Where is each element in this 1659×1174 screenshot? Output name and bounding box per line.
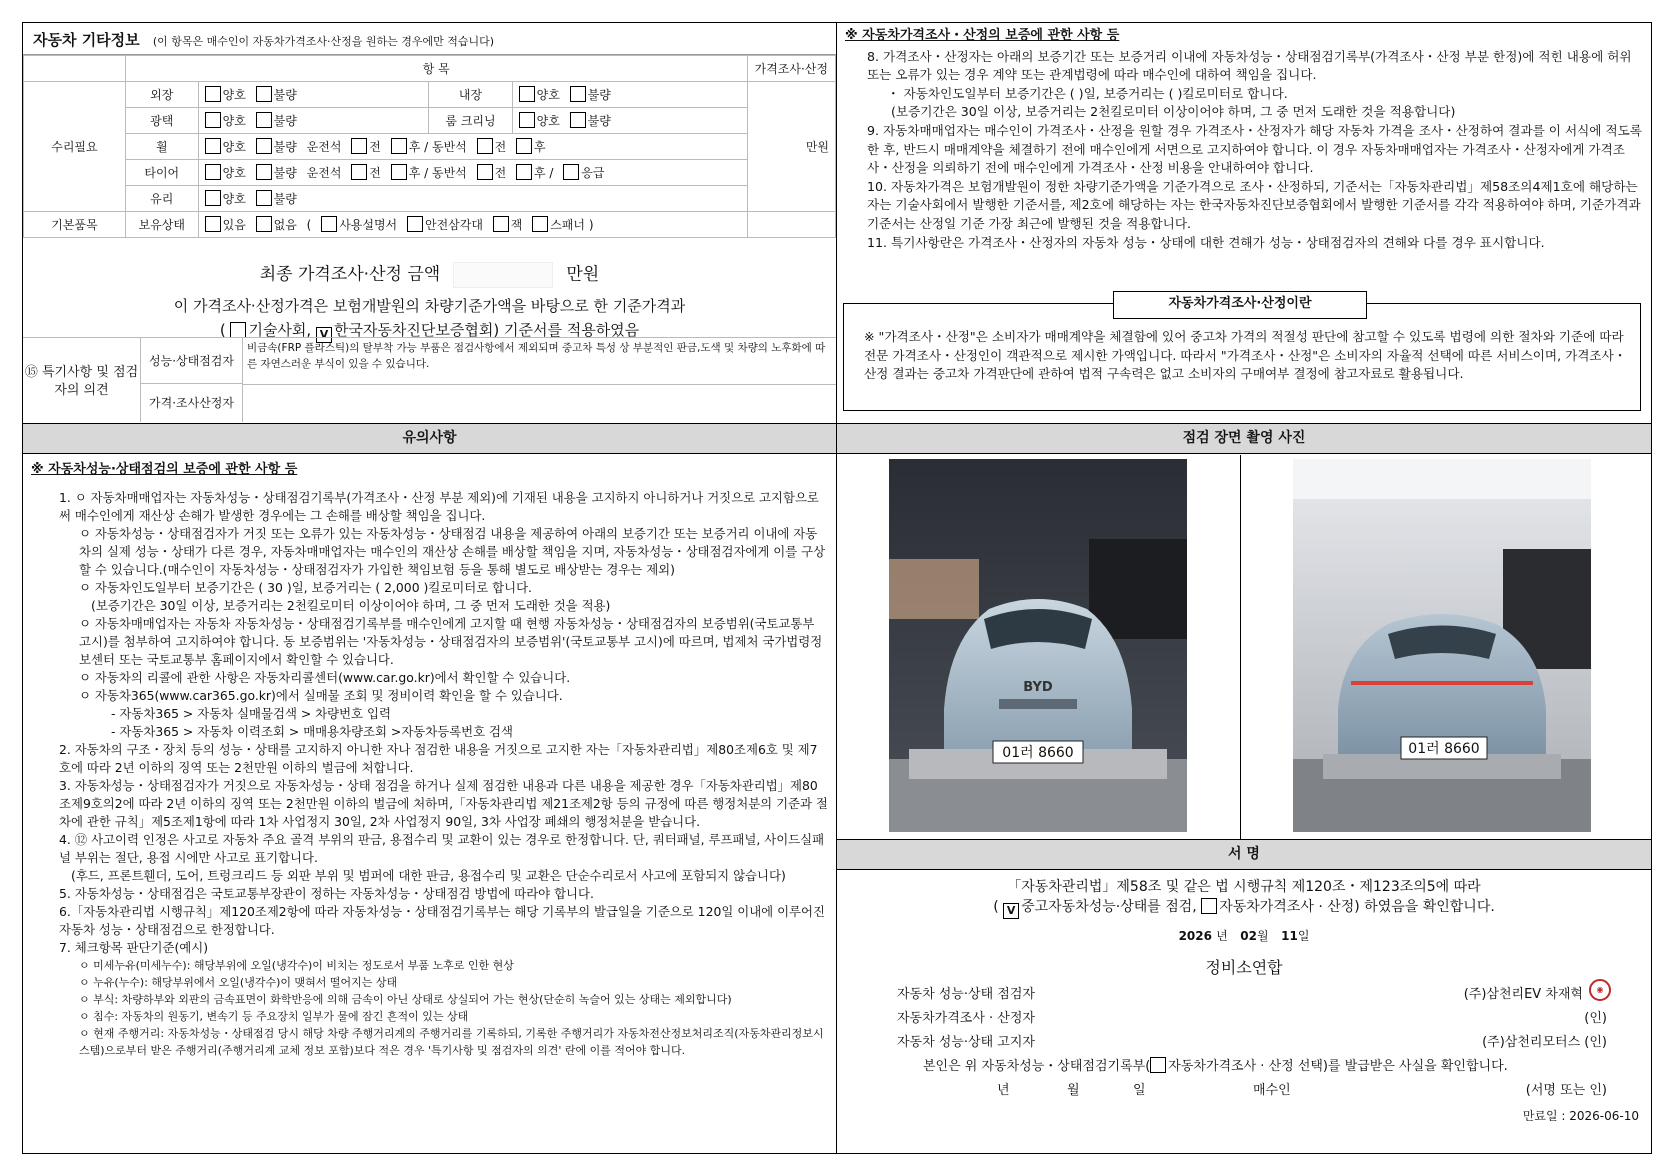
inspector-label: 자동차 성능·상태 점검자 — [897, 987, 1035, 1002]
note-10: 10. 자동차가격은 보험개발원이 정한 차량기준가액을 기준가격으로 조사・산정하되, 기준서는「자동차관리법」제58조의4제1호에 해당하는 자는 기술사회에서 발행한 기준서를, 제2호에 해당하는 자는 한국자동차진단보증협회에서 발행한 기준서를 각각 적용하여야 하며, 기준가격과 기준서는 산정일 기준 가장 최근에 발행된 것을 적용합니다. — [867, 178, 1641, 231]
room-bad-checkbox[interactable] — [570, 112, 586, 128]
wheel-bad-checkbox[interactable] — [256, 138, 272, 154]
date-year: 2026 — [1178, 929, 1212, 943]
front-photo — [889, 459, 1187, 832]
wheel-driver-rear-checkbox[interactable] — [391, 138, 407, 154]
col-header-price: 가격조사·산정 — [747, 56, 835, 82]
room-good-checkbox[interactable] — [519, 112, 535, 128]
date-month-label: 월 — [1257, 929, 1269, 943]
price-definition-title: 자동차가격조사·산정이란 — [1113, 291, 1367, 319]
driver-side-label: 운전석 — [306, 166, 342, 180]
price-definition-box — [843, 303, 1641, 411]
paren-open: ( — [219, 321, 226, 339]
front-car-image — [889, 459, 1187, 832]
have-checkbox[interactable] — [205, 216, 221, 232]
option-label: 양호 — [222, 166, 246, 180]
tire-options: 양호 불량 운전석 전 후 / 동반석 전 후 / 응급 — [198, 160, 747, 186]
special-notes-block — [23, 337, 836, 421]
option-label: 스패너 — [550, 218, 585, 232]
blank-day: 일 — [1133, 1083, 1146, 1098]
option-label: 잭 — [510, 218, 523, 232]
option-label: 불량 — [273, 114, 297, 128]
photos-area — [837, 455, 1651, 839]
exterior-bad-checkbox[interactable] — [256, 86, 272, 102]
option-label: 불량 — [273, 192, 297, 206]
blank-month: 월 — [1067, 1083, 1080, 1098]
option-label: 후 — [534, 140, 546, 154]
col-header-item: 항 목 — [125, 56, 747, 82]
option-label: 후 — [408, 166, 421, 180]
used-car-check-checkbox[interactable]: V — [1003, 903, 1019, 919]
option-label: 전 — [494, 140, 507, 154]
option-label: 양호 — [222, 88, 246, 102]
note-3: 3. 자동차성능・상태점검자가 거짓으로 자동차성능・상태 점검을 하거나 실제 점검한 내용과 다른 내용을 제공한 경우「자동차관리법」제80조제9호의2에 따라 2년 이하의 징역 또는 2천만원 이하의 벌금에 처하며,「자동차관리법 제21조제2항 등의 규정에 따른 행정처분의 기준과 절차에 관한 규칙」제5조제1항에 따라 1차 사업정지 30일, 2차 사업정지 90일, 3차 사업장 폐쇄의 행정처분을 받습니다. — [59, 778, 828, 829]
note-7c: ㅇ 부식: 차량하부와 외판의 금속표면이 화학반응에 의해 금속이 아닌 상태로 상실되어 가는 현상(단순히 녹슬어 있는 상태는 제외합니다) — [79, 993, 732, 1006]
row-room-clean-label: 룸 크리닝 — [429, 108, 512, 134]
blank-year: 년 — [997, 1083, 1010, 1098]
note-5: 5. 자동차성능・상태점검은 국토교통부장관이 정하는 자동차성능・상태점검 방법에 따라야 합니다. — [59, 886, 594, 901]
row-gloss-label: 광택 — [125, 108, 198, 134]
note-7a: ㅇ 미세누유(미세누수): 해당부위에 오일(냉각수)이 비치는 정도로서 부품 노후로 인한 현상 — [79, 959, 514, 972]
note-9: 9. 자동차매매업자는 매수인이 가격조사・산정을 원할 경우 가격조사・산정자가 해당 자동차 가격을 조사・산정하여 결과를 이 서식에 적도록 한 후, 반드시 매매계약을 체결하기 전에 매수인에게 서면으로 고지하여야 합니다. 이 경우 자동차매매업자는 가격조사・산정자에게 가격조사・산정을 의뢰하기 전에 매수인에게 가격조사・산정 비용을 안내하여야 합니다. — [867, 122, 1642, 176]
notes-heading: ※ 자동차성능·상태점검의 보증에 관한 사항 등 — [31, 462, 298, 477]
price-inspector-label: 가격·조사산정자 — [141, 384, 243, 422]
buyer-label: 매수인 — [1253, 1083, 1291, 1098]
passenger-side-label: / 동반석 — [424, 166, 467, 180]
option-label: 불량 — [273, 140, 297, 154]
option-label: 불량 — [273, 166, 297, 180]
price-check-checkbox[interactable] — [1201, 898, 1217, 914]
paren-close: ) — [588, 218, 594, 232]
option-label: 후 — [534, 166, 546, 180]
basis-kpea-checkbox[interactable] — [230, 322, 246, 338]
notifier-value: (주)삼천리모터스 (인) — [1482, 1035, 1607, 1050]
glass-bad-checkbox[interactable] — [256, 190, 272, 206]
rear-car-image — [1293, 459, 1591, 832]
interior-good-checkbox[interactable] — [519, 86, 535, 102]
company-seal-icon: ◉ — [1589, 979, 1611, 1001]
wheel-good-checkbox[interactable] — [205, 138, 221, 154]
front-brand: BYD — [1023, 680, 1053, 695]
paren-open: ( — [306, 218, 312, 232]
perf-inspector-note: 비금속(FRP 플라스틱)의 탈부착 가능 부품은 점검사항에서 제외되며 중고차 특성 상 부분적인 판금,도색 및 차량의 노후화에 따른 자연스러운 부식이 있을 수 있습니다. — [247, 342, 826, 370]
price-assessor-label: 자동차가격조사 · 산정자 — [897, 1011, 1035, 1026]
gloss-bad-checkbox[interactable] — [256, 112, 272, 128]
option-label: 양호 — [536, 114, 560, 128]
date-month: 02 — [1240, 929, 1257, 943]
note-11: 11. 특기사항란은 가격조사・산정자의 자동차 성능・상태에 대한 견해가 성능・상태점검자의 견해와 다를 경우 표시합니다. — [867, 234, 1545, 250]
note-7b: ㅇ 누유(누수): 해당부위에서 오일(냉각수)이 맺혀서 떨어지는 상태 — [79, 976, 398, 989]
confirm-price-checkbox[interactable] — [1150, 1057, 1166, 1073]
row-wheel-label: 휠 — [125, 134, 198, 160]
holding-label: 보유상태 — [125, 212, 198, 238]
final-price-unit: 만원 — [566, 264, 600, 285]
basis-opt2: 한국자동차진단보증협회) 기준서를 적용하였음 — [333, 321, 640, 339]
note-1f: ㅇ 자동차365(www.car365.go.kr)에서 실매물 조회 및 정비이력 확인을 할 수 있습니다. — [79, 688, 563, 703]
price-assessor-value: (인) — [1584, 1011, 1607, 1026]
section-title-text: 자동차 기타정보 — [33, 31, 140, 49]
tire-driver-front-checkbox[interactable] — [351, 164, 367, 180]
glass-good-checkbox[interactable] — [205, 190, 221, 206]
tire-pass-front-checkbox[interactable] — [477, 164, 493, 180]
note-1h: - 자동차365 > 자동차 이력조회 > 매매용차량조회 >자동차등록번호 검색 — [111, 724, 513, 739]
wheel-pass-front-checkbox[interactable] — [477, 138, 493, 154]
triangle-checkbox[interactable] — [407, 216, 423, 232]
manual-checkbox[interactable] — [321, 216, 337, 232]
paren-open: ( — [993, 899, 999, 915]
tire-bad-checkbox[interactable] — [256, 164, 272, 180]
option-label: 불량 — [587, 114, 611, 128]
perf-inspector-label: 성능·상태점검자 — [141, 338, 243, 384]
confirm-b: 자동차가격조사 · 산정 선택)를 발급받은 사실을 확인합니다. — [1168, 1059, 1508, 1074]
room-clean-options — [512, 108, 747, 134]
row-glass-label: 유리 — [125, 186, 198, 212]
option-label: 양호 — [222, 192, 246, 206]
option-label: 양호 — [222, 140, 246, 154]
note-7e: ㅇ 현재 주행거리: 자동차성능・상태점검 당시 해당 차량 주행거리계의 주행거리를 기록하되, 기록한 주행거리가 자동차전산정보처리조직(자동차관리정보시스템)으로부터 받은 주행거리(주행거리계 교체 정보 포함)보다 적은 경우 '특기사항 및 점검자의 의견' 란에 이를 적어야 합니다. — [79, 1027, 824, 1057]
interior-bad-checkbox[interactable] — [570, 86, 586, 102]
repair-needed-label: 수리필요 — [24, 82, 126, 212]
price-warranty-heading: ※ 자동차가격조사・산정의 보증에 관한 사항 등 — [845, 28, 1120, 43]
option-label: 양호 — [536, 88, 560, 102]
inspector-value: (주)삼천리EV 차재혁 — [1463, 987, 1583, 1002]
note-8a: ・ 자동차인도일부터 보증기간은 ( )일, 보증거리는 ( )킬로미터로 합니다. — [887, 85, 1288, 101]
date-day: 11 — [1281, 929, 1298, 943]
row-exterior-label: 외장 — [125, 82, 198, 108]
note-1a: 1. ㅇ 자동차매매업자는 자동차성능・상태점검기록부(가격조사・산정 부분 제외)에 기재된 내용을 고지하지 아니하거나 거짓으로 고지함으로써 매수인에게 재산상 손해가 발생한 경우에는 그 손해를 배상할 책임을 집니다. — [59, 490, 819, 523]
rear-photo — [1293, 459, 1591, 832]
confirm-a: 본인은 위 자동차성능・상태점검기록부( — [923, 1059, 1151, 1074]
passenger-side-label: / 동반석 — [424, 140, 467, 154]
option-label: 전 — [369, 140, 381, 154]
option-label: 사용설명서 — [339, 218, 398, 232]
note-1e: ㅇ 자동차의 리콜에 관한 사항은 자동차리콜센터(www.car.go.kr)에서 확인할 수 있습니다. — [79, 670, 571, 685]
final-price-label: 최종 가격조사·산정 금액 — [259, 264, 441, 285]
option-label: 응급 — [581, 166, 605, 180]
signature-date — [837, 927, 1651, 944]
date-year-label: 년 — [1216, 929, 1228, 943]
tire-pass-rear-checkbox[interactable] — [516, 164, 532, 180]
gloss-good-checkbox[interactable] — [205, 112, 221, 128]
date-day-label: 일 — [1297, 929, 1310, 943]
note-8: 8. 가격조사・산정자는 아래의 보증기간 또는 보증거리 이내에 자동차성능・상태점검기록부(가격조사・산정 부분 한정)에 적힌 내용에 허위 또는 오류가 있는 경우 계약 또는 관계법령에 따라 매수인에 대하여 책임을 집니다. — [867, 48, 1632, 83]
option-label: 전 — [369, 166, 381, 180]
signature-opt1: 중고자동차성능·상태를 점검, — [1021, 899, 1197, 915]
option-label: 안전삼각대 — [424, 218, 483, 232]
jack-checkbox[interactable] — [493, 216, 509, 232]
tire-driver-rear-checkbox[interactable] — [391, 164, 407, 180]
option-label: 양호 — [222, 114, 246, 128]
exterior-good-checkbox[interactable] — [205, 86, 221, 102]
price-warranty-notes — [837, 23, 1651, 256]
sign-or-seal: (서명 또는 인) — [1525, 1083, 1607, 1098]
right-column — [837, 22, 1652, 1154]
section-title-note: (이 항목은 매수인이 자동차가격조사·산정을 원하는 경우에만 적습니다) — [152, 35, 495, 48]
front-plate: 01러 8660 — [1002, 745, 1074, 761]
gloss-options — [198, 108, 429, 134]
photos-bar: 점검 장면 촬영 사진 — [837, 423, 1651, 454]
notes-bar: 유의사항 — [23, 423, 836, 454]
price-unit: 만원 — [747, 82, 835, 212]
rear-plate: 01러 8660 — [1408, 741, 1480, 757]
note-8b: (보증기간은 30일 이상, 보증거리는 2천킬로미터 이상이어야 하며, 그 중 먼저 도래한 것을 적용합니다) — [891, 104, 1456, 120]
expiry-date: 만료일 : 2026-06-10 — [1522, 1109, 1639, 1123]
row-tire-label: 타이어 — [125, 160, 198, 186]
vehicle-info-table — [23, 55, 836, 238]
special-notes-label: ⑮ 특기사항 및 점검자의 의견 — [23, 338, 141, 422]
wheel-options — [198, 134, 747, 160]
final-price-input[interactable] — [453, 262, 553, 288]
wheel-driver-front-checkbox[interactable] — [351, 138, 367, 154]
basis-opt1: 기술사회, — [248, 321, 312, 339]
note-7: 7. 체크항목 판단기준(예시) — [59, 940, 209, 955]
note-4: 4. ⑫ 사고이력 인정은 사고로 자동차 주요 골격 부위의 판금, 용접수리 및 교환이 있는 경우로 한정합니다. 단, 쿼터패널, 루프패널, 사이드실패널 부위는 절단, 용접 시에만 사고로 표기합니다. — [59, 832, 825, 865]
tire-good-checkbox[interactable] — [205, 164, 221, 180]
note-1g: - 자동차365 > 자동차 실매물검색 > 차량번호 입력 — [111, 706, 391, 721]
option-label: 후 — [408, 140, 421, 154]
tire-emergency-checkbox[interactable] — [563, 164, 579, 180]
none-checkbox[interactable] — [256, 216, 272, 232]
signature-line2 — [837, 897, 1651, 919]
section-title — [23, 23, 836, 55]
note-2: 2. 자동차의 구조・장치 등의 성능・상태를 고지하지 아니한 자나 점검한 내용을 거짓으로 고지한 자는「자동차관리법」제80조제6호 및 제7호에 따라 2년 이하의 징역 또는 2천만원 이하의 벌금에 처합니다. — [59, 742, 818, 775]
signature-line1: 「자동차관리법」제58조 및 같은 법 시행규칙 제120조・제123조의5에 따라 — [1007, 879, 1481, 895]
option-label: 불량 — [587, 88, 611, 102]
confirm-line — [923, 1055, 1508, 1074]
basic-items-label: 기본품목 — [24, 212, 126, 238]
driver-side-label: 운전석 — [306, 140, 342, 154]
union-name: 정비소연합 — [1205, 958, 1283, 977]
option-label: 없음 — [273, 218, 297, 232]
option-label: 전 — [494, 166, 507, 180]
note-1d: ㅇ 자동차매매업자는 자동차 자동차성능・상태점검기록부를 매수인에게 고지할 때 현행 자동차성능・상태점검자의 보증범위(국토교통부 고시)를 첨부하여 고지하여야 합니다. 동 보증범위는 '자동차성능・상태점검자의 보증범위'(국토교통부 고시)에 따르며, 법제처 국가법령정보센터 또는 국토교통부 홈페이지에서 확인할 수 있습니다. — [79, 616, 823, 667]
notifier-label: 자동차 성능·상태 고지자 — [897, 1035, 1035, 1050]
signature-bar: 서 명 — [837, 839, 1651, 870]
document-page — [22, 22, 1652, 1154]
left-column — [22, 22, 837, 1154]
note-1c: ㅇ 자동차인도일부터 보증기간은 ( 30 )일, 보증거리는 ( 2,000 )킬로미터로 합니다. — [79, 580, 532, 595]
note-4b: (후드, 프론트휀더, 도어, 트렁크리드 등 외판 부위 및 범퍼에 대한 판금, 용접수리 및 교환은 단순수리로서 사고에 포함되지 않습니다) — [71, 868, 786, 883]
note-7d: ㅇ 침수: 자동차의 원동기, 변속기 등 주요장치 일부가 물에 잠긴 흔적이 있는 상태 — [79, 1010, 469, 1023]
signature-opt2: 자동차가격조사 · 산정) 하였음을 확인합니다. — [1219, 899, 1495, 915]
basic-items-options — [198, 212, 747, 238]
exterior-options — [198, 82, 429, 108]
basis-kaiwa-checkbox[interactable]: V — [316, 327, 332, 343]
spanner-checkbox[interactable] — [532, 216, 548, 232]
notes-body — [23, 455, 836, 1065]
option-label: 불량 — [273, 88, 297, 102]
row-interior-label: 내장 — [429, 82, 512, 108]
price-definition-text: ※ "가격조사・산정"은 소비자가 매매계약을 체결함에 있어 중고차 가격의 적절성 판단에 참고할 수 있도록 법령에 의한 절차와 기준에 따라 전문 가격조사・산정인이 객관적으로 제시한 가액입니다. 따라서 "가격조사・산정"은 소비자의 자율적 선택에 따른 서비스이며, 가격조사・산정 결과는 중고차 가격판단에 관하여 법적 구속력은 없고 소비자의 구매여부 결정에 참고자료로 활용됩니다. — [864, 329, 1627, 382]
option-label: 있음 — [222, 218, 246, 232]
note-6: 6.「자동차관리법 시행규칙」제120조제2항에 따라 자동차성능・상태점검기록부는 해당 기록부의 발급일을 기준으로 120일 이내에 이루어진 자동차 성능・상태점검으로 한정합니다. — [59, 904, 825, 937]
glass-options — [198, 186, 747, 212]
signature-area — [837, 871, 1651, 1155]
final-price-block — [23, 256, 836, 341]
note-1c2: (보증기간은 30일 이상, 보증거리는 2천킬로미터 이상이어야 하며, 그 중 먼저 도래한 것을 적용) — [91, 598, 611, 613]
basis-line-1: 이 가격조사·산정가격은 보험개발원의 차량기준가액을 바탕으로 한 기준가격과 — [173, 297, 686, 315]
wheel-pass-rear-checkbox[interactable] — [516, 138, 532, 154]
interior-options — [512, 82, 747, 108]
note-1b: ㅇ 자동차성능・상태점검자가 거짓 또는 오류가 있는 자동차성능・상태점검 내용을 제공하여 아래의 보증기간 또는 보증거리 이내에 자동차의 실제 성능・상태가 다른 경우, 자동차매매업자는 매수인의 재산상 손해를 배상할 책임을 지며, 자동차성능・상태점검자에게 이를 구상할 수 있습니다.(매수인이 자동차성능・상태점검자가 가입한 책임보험 등을 통해 별도로 배상받는 경우는 제외) — [79, 526, 826, 577]
